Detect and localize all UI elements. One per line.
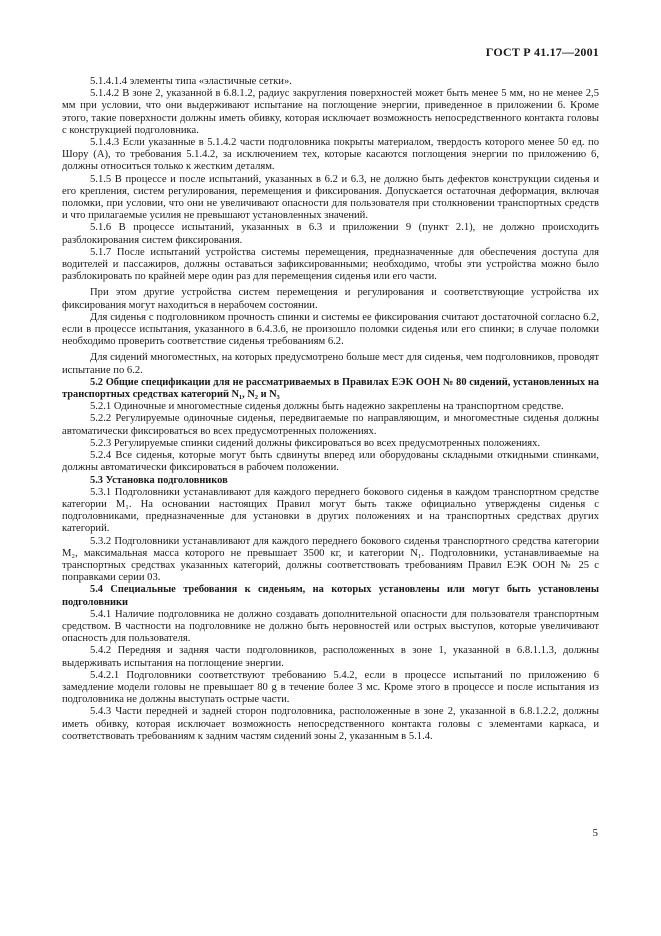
paragraph: 5.4.1 Наличие подголовника не должно создавать дополнительной опасности для пользователя транспортным средством. В частности на подголовнике не должно быть неровностей или острых выступов, которые увеличивают опасность для пользователя. [62, 608, 599, 645]
paragraph: 5.4.3 Части передней и задней сторон подголовника, расположенные в зоне 2, указанной в 6.8.1.2.2, должны иметь обивку, которая исключает возможность непосредственного контакта головы с элементами каркаса, и соответствовать требованиям к задним частям сидений зоны 2, указанным в 5.1.4. [62, 706, 599, 742]
paragraph: 5.1.5 В процессе и после испытаний, указанных в 6.2 и 6.3, не должно быть дефектов конструкции сиденья и его крепления, систем регулирования, перемещения и фиксирования. Допускается остаточная деформация, включая поломки, при условии, что они не увеличивают опасности для пользователя при столкновении транспортных средств и что прилагаемые усилия не превышают установленных значений. [62, 173, 599, 222]
paragraph: 5.3.2 Подголовники устанавливают для каждого переднего бокового сиденья транспортного средства категории M₂, максимальная масса которого не превышает 3500 кг, и категории N₁. Подголовники, устанавливаемые на транспортных средствах указанных категорий, должны соответствовать требованиям Правил ЕЭК ООН № 25 с поправками серии 03. [62, 535, 599, 584]
page-number: 5 [592, 827, 598, 839]
paragraph: 5.2.4 Все сиденья, которые могут быть сдвинуты вперед или оборудованы складными откидными спинками, должны автоматически фиксироваться в рабочем положении. [62, 450, 599, 474]
paragraph: Для сидений многоместных, на которых предусмотрено больше мест для сиденья, чем подголовников, проводят испытание по 6.2. [62, 352, 599, 376]
section-heading: 5.3 Установка подголовников [90, 474, 228, 486]
paragraph: 5.2.3 Регулируемые спинки сидений должны фиксироваться во всех предусмотренных положениях. [90, 437, 541, 449]
section-heading: 5.2 Общие спецификации для не рассматриваемых в Правилах ЕЭК ООН № 80 сидений, установленных на транспортных средствах категорий N₁, N₂ и N₃ [62, 376, 599, 401]
paragraph: 5.2.1 Одиночные и многоместные сиденья должны быть надежно закреплены на транспортном средстве. [90, 401, 564, 413]
paragraph: 5.1.4.1.4 элементы типа «эластичные сетки». [90, 76, 292, 87]
document-body [62, 76, 599, 743]
paragraph: 5.1.6 В процессе испытаний, указанных в 6.3 и приложении 9 (пункт 2.1), не должно происходить разблокирования систем фиксирования. [62, 222, 599, 246]
paragraph: 5.1.7 После испытаний устройства системы перемещения, предназначенные для обеспечения доступа для водителей и пассажиров, должны оставаться зафиксированными; необходимо, чтобы эти устройства можно было разблокировать по крайней мере один раз для перемещения сиденья или его части. [62, 246, 599, 283]
document-header: ГОСТ Р 41.17—2001 [485, 45, 599, 59]
paragraph: 5.2.2 Регулируемые одиночные сиденья, передвигаемые по направляющим, и многоместные сиденья должны автоматически фиксироваться во всех предусмотренных положениях. [62, 413, 599, 437]
paragraph: 5.1.4.3 Если указанные в 5.1.4.2 части подголовника покрыты материалом, твердость которого менее 50 ед. по Шору (А), то требования 5.1.4.2, за исключением тех, которые касаются поглощения энергии по приложению 6, должны относиться только к жестким деталям. [62, 137, 599, 173]
paragraph: 5.3.1 Подголовники устанавливают для каждого переднего бокового сиденья в каждом транспортном средстве категории M₁. На основании настоящих Правил могут быть также официально утверждены сиденья с подголовниками, предназначенные для установки в других положениях и на транспортных средствах других категорий. [62, 486, 599, 535]
paragraph: 5.4.2.1 Подголовники соответствуют требованию 5.4.2, если в процессе испытаний по приложению 6 замедление модели головы не превышает 80 g в течение более 3 мс. Кроме этого в процессе и после испытания из подголовника не должны выступать острые части. [62, 669, 599, 706]
paragraph: Для сиденья с подголовником прочность спинки и системы ее фиксирования считают достаточной согласно 6.2, если в процессе испытания, указанного в 6.4.3.6, не произошло поломки сиденья или его спинки; в случае поломки необходимо проверить соответствие сиденья требованиям 6.2. [62, 311, 599, 348]
paragraph: 5.4.2 Передняя и задняя части подголовников, расположенных в зоне 1, указанной в 6.8.1.1.3, должны выдерживать испытания на поглощение энергии. [62, 645, 599, 669]
paragraph: При этом другие устройства систем перемещения и регулирования и соответствующие устройства их фиксирования могут находиться в нерабочем состоянии. [62, 287, 599, 311]
paragraph: 5.1.4.2 В зоне 2, указанной в 6.8.1.2, радиус закругления поверхностей может быть менее 5 мм, но не менее 2,5 мм при условии, что они выдерживают испытание на поглощение энергии, приведенное в приложении 6. Кроме этого, такие поверхности должны иметь обивку, которая исключает возможность непосредственного контакта головы с конструкцией подголовника. [62, 88, 599, 136]
section-heading: 5.4 Специальные требования к сиденьям, на которых установлены или могут быть установлены подголовники [62, 584, 599, 608]
